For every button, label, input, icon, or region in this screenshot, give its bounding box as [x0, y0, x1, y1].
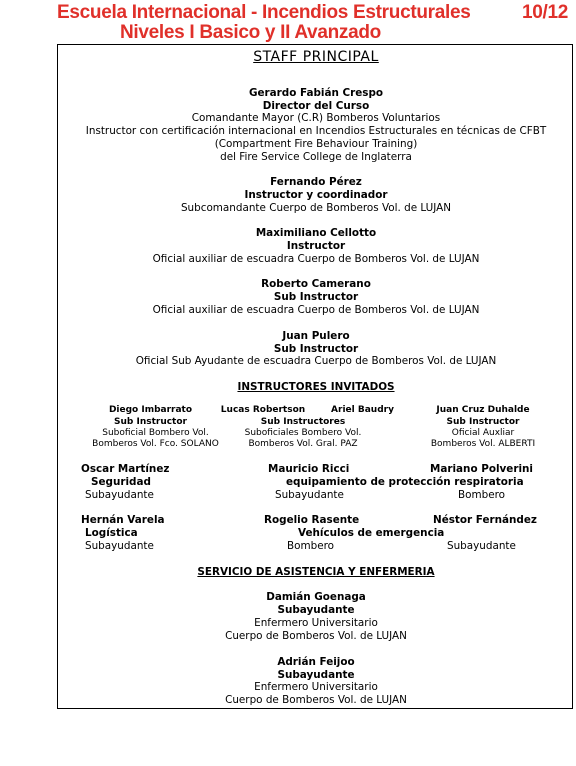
staff-role: Instructor [286, 240, 346, 252]
person-name: Hernán Varela [81, 514, 165, 526]
medic-detail: Enfermero Universitario [254, 617, 378, 629]
staff-name: Maximiliano Cellotto [255, 227, 377, 239]
staff-detail: Oficial auxiliar de escuadra Cuerpo de Bomberos Vol. de LUJAN [152, 304, 480, 316]
guest-name: Lucas Robertson [220, 405, 306, 415]
guest-rank: Suboficiales Bombero Vol. [244, 428, 362, 438]
person-rank: Subayudante [85, 489, 154, 501]
staff-detail: Comandante Mayor (C.R) Bomberos Voluntarios [191, 112, 441, 124]
staff-role: Instructor y coordinador [244, 189, 388, 201]
guests-shared-role: Sub Instructores [260, 417, 346, 427]
staff-title: STAFF PRINCIPAL [253, 49, 379, 65]
document-header-subtitle: Niveles I Basico y II Avanzado [120, 22, 381, 43]
document-header-title: Escuela Internacional - Incendios Estructurales [57, 2, 471, 23]
guest-rank: Oficial Auxliar [451, 428, 515, 438]
staff-name: Fernando Pérez [270, 176, 362, 188]
person-rank: Bombero [287, 540, 334, 552]
staff-role: Sub Instructor [273, 343, 359, 355]
guest-name: Ariel Baudry [331, 405, 394, 415]
person-rank: Subayudante [275, 489, 344, 501]
person-name: Mariano Polverini [430, 463, 533, 475]
person-shared-role: equipamiento de protección respiratoria [286, 476, 524, 488]
guest-unit: Bomberos Vol. Fco. SOLANO [92, 439, 219, 449]
staff-role: Sub Instructor [273, 291, 359, 303]
person-role: Seguridad [91, 476, 151, 488]
person-role: Logística [85, 527, 138, 539]
staff-name: Gerardo Fabián Crespo [248, 87, 384, 99]
guest-rank: Suboficial Bombero Vol. [102, 428, 209, 438]
staff-detail: Subcomandante Cuerpo de Bomberos Vol. de LUJAN [180, 202, 452, 214]
guest-name: Juan Cruz Duhalde [436, 405, 530, 415]
guest-unit: Bomberos Vol. ALBERTI [430, 439, 536, 449]
page-number: 10/12 [521, 2, 568, 23]
medic-detail: Enfermero Universitario [254, 681, 378, 693]
staff-panel [57, 44, 573, 709]
medic-name: Damián Goenaga [266, 591, 366, 603]
person-shared-role: Vehículos de emergencia [298, 527, 445, 539]
medic-name: Adrián Feijoo [277, 656, 355, 668]
person-name: Mauricio Ricci [268, 463, 350, 475]
staff-detail: Oficial Sub Ayudante de escuadra Cuerpo de Bomberos Vol. de LUJAN [135, 355, 497, 367]
guest-unit: Bomberos Vol. Gral. PAZ [248, 439, 358, 449]
staff-detail: Instructor con certificación internacional en Incendios Estructurales en técnicas de CFBT [85, 125, 547, 137]
person-name: Néstor Fernández [433, 514, 537, 526]
medic-role: Subayudante [277, 669, 355, 681]
medic-role: Subayudante [277, 604, 355, 616]
staff-name: Roberto Camerano [261, 278, 371, 290]
guest-role: Sub Instructor [114, 417, 187, 427]
medic-detail: Cuerpo de Bomberos Vol. de LUJAN [225, 630, 407, 642]
person-rank: Subayudante [447, 540, 516, 552]
guest-role: Sub Instructor [446, 417, 520, 427]
staff-role: Director del Curso [262, 100, 370, 112]
guests-section-title: INSTRUCTORES INVITADOS [237, 381, 395, 393]
person-rank: Subayudante [85, 540, 154, 552]
guest-name: Diego Imbarrato [108, 405, 193, 415]
medic-detail: Cuerpo de Bomberos Vol. de LUJAN [225, 694, 407, 706]
staff-detail: del Fire Service College de Inglaterra [220, 151, 412, 163]
staff-name: Juan Pulero [282, 330, 350, 342]
staff-detail: (Compartment Fire Behaviour Training) [214, 138, 418, 150]
person-name: Oscar Martínez [81, 463, 170, 475]
person-name: Rogelio Rasente [264, 514, 360, 526]
medical-section-title: SERVICIO DE ASISTENCIA Y ENFERMERIA [197, 566, 435, 578]
person-rank: Bombero [458, 489, 505, 501]
staff-detail: Oficial auxiliar de escuadra Cuerpo de Bomberos Vol. de LUJAN [152, 253, 480, 265]
